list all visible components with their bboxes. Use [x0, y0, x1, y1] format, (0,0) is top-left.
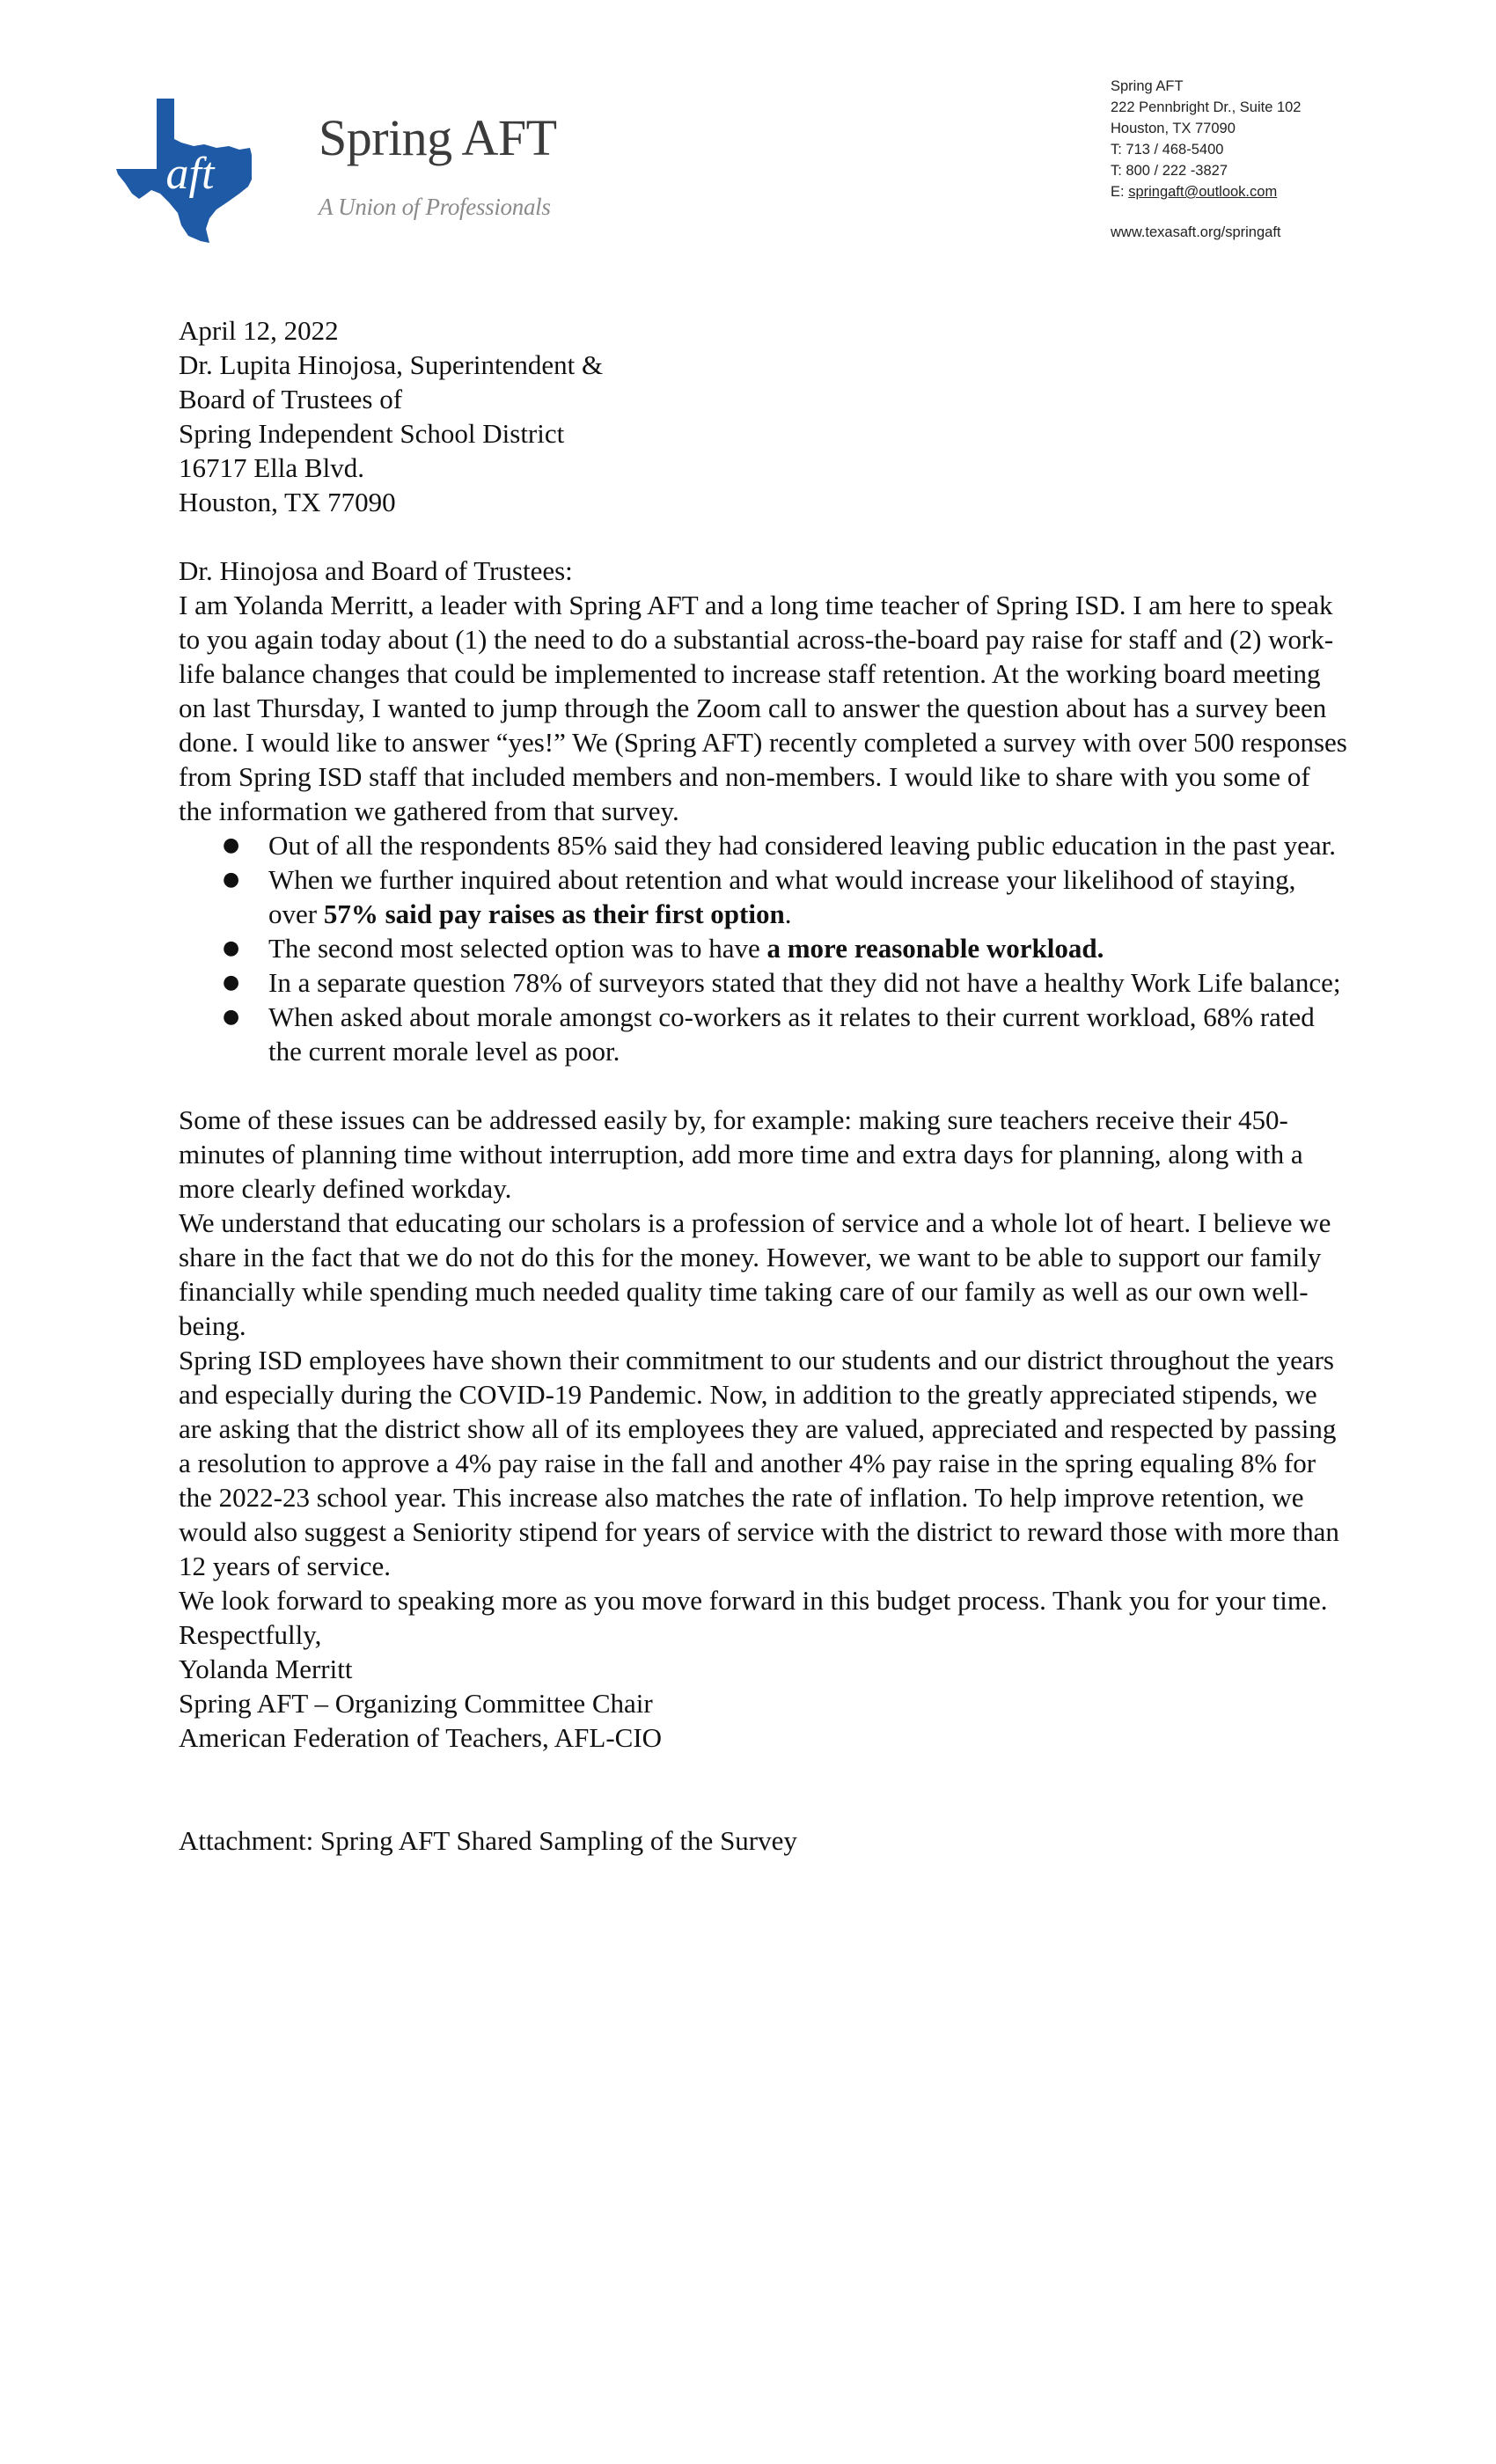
contact-street: 222 Pennbright Dr., Suite 102	[1111, 99, 1302, 115]
org-tagline: A Union of Professionals	[319, 194, 551, 220]
bullet-text: The second most selected option was to have	[268, 933, 767, 964]
contact-phone-2: T: 800 / 222 -3827	[1111, 163, 1228, 179]
pay-raise-paragraph: Spring ISD employees have shown their commitment to our students and our district throughout the years and especially during the COVID-19 Pandemic. Now, in addition to the greatly appreciated stipends, we are asking that the district show all of its employees they are valued, appreciated and respected by passing a resolution to approve a 4% pay raise in the fall and another 4% pay raise in the spring equaling 8% for the 2022-23 school year. This increase also matches the rate of inflation. To help improve retention, we would also suggest a Seniority stipend for years of service with the district to reward those with more than 12 years of service.	[179, 1345, 1339, 1581]
bullet-icon: ●	[223, 834, 240, 856]
closing-paragraph: We look forward to speaking more as you move forward in this budget process. Thank you for your time.	[179, 1585, 1328, 1616]
contact-email-link[interactable]: springaft@outlook.com	[1128, 184, 1278, 200]
signature-org: American Federation of Teachers, AFL-CIO	[179, 1722, 663, 1753]
attachment-note: Attachment: Spring AFT Shared Sampling of the Survey	[179, 1825, 797, 1856]
contact-block	[1111, 76, 1301, 243]
bullet-bold-text: a more reasonable workload.	[766, 933, 1104, 964]
recipient-line: Spring Independent School District	[179, 418, 565, 449]
list-item	[179, 862, 1349, 931]
service-paragraph: We understand that educating our scholars is a profession of service and a whole lot of heart. I believe we share in the fact that we do not do this for the money. However, we want to be able to support our family financially while spending much needed quality time taking care of our family as well as our own well-being.	[179, 1207, 1331, 1341]
bullet-icon: ●	[223, 869, 240, 891]
closing-phrase: Respectfully,	[179, 1619, 322, 1650]
letter-date: April 12, 2022	[179, 315, 339, 346]
signature-name: Yolanda Merritt	[179, 1654, 353, 1684]
salutation: Dr. Hinojosa and Board of Trustees:	[179, 555, 573, 586]
recipient-line: 16717 Ella Blvd.	[179, 452, 364, 483]
recipient-line: Houston, TX 77090	[179, 487, 396, 517]
list-item	[179, 965, 1349, 1000]
signature-block	[179, 1652, 1349, 1755]
list-item	[179, 828, 1349, 862]
bullet-bold-text: 57% said pay raises as their first option	[323, 898, 785, 929]
contact-name: Spring AFT	[1111, 78, 1184, 94]
bullet-text-end: .	[784, 898, 792, 929]
planning-paragraph: Some of these issues can be addressed easily by, for example: making sure teachers receive their 450-minutes of planning time without interruption, add more time and extra days for planning, along with a more clearly defined workday.	[179, 1104, 1303, 1204]
list-item	[179, 931, 1349, 965]
contact-email-label: E:	[1111, 184, 1129, 200]
list-item	[179, 1000, 1349, 1068]
survey-results-list	[179, 828, 1349, 1068]
letter-body	[179, 313, 1349, 1858]
bullet-icon: ●	[223, 937, 240, 959]
bullet-text: Out of all the respondents 85% said they had considered leaving public education in the past year.	[268, 830, 1336, 861]
recipient-line: Board of Trustees of	[179, 384, 403, 414]
signature-title: Spring AFT – Organizing Committee Chair	[179, 1688, 653, 1719]
recipient-line: Dr. Lupita Hinojosa, Superintendent &	[179, 349, 604, 380]
contact-email-line	[1111, 181, 1301, 202]
org-name: Spring AFT	[319, 109, 557, 166]
intro-paragraph: I am Yolanda Merritt, a leader with Spring AFT and a long time teacher of Spring ISD. I am here to speak to you again today about (1) the need to do a substantial across-the-board pay raise for staff and (2) work-life balance changes that could be implemented to increase staff retention. At the working board meeting on last Thursday, I wanted to jump through the Zoom call to answer the question about has a survey been done. I would like to answer “yes!” We (Spring AFT) recently completed a survey with over 500 responses from Spring ISD staff that included members and non-members. I would like to share with you some of the information we gathered from that survey.	[179, 590, 1347, 826]
bullet-text: When we further inquired about retention and what would increase your likelihood of staying, over	[268, 864, 1296, 929]
bullet-text: When asked about morale amongst co-workers as it relates to their current workload, 68% rated the current morale level as poor.	[268, 1001, 1315, 1067]
texas-aft-logo-icon	[116, 95, 257, 246]
contact-website[interactable]: www.texasaft.org/springaft	[1111, 224, 1281, 240]
bullet-text: In a separate question 78% of surveyors stated that they did not have a healthy Work Life balance;	[268, 967, 1341, 998]
contact-city: Houston, TX 77090	[1111, 121, 1236, 136]
contact-phone-1: T: 713 / 468-5400	[1111, 142, 1224, 158]
bullet-icon: ●	[223, 1006, 240, 1028]
recipient-address	[179, 348, 1349, 519]
bullet-icon: ●	[223, 972, 240, 994]
logo-aft-text: aft	[165, 149, 215, 199]
